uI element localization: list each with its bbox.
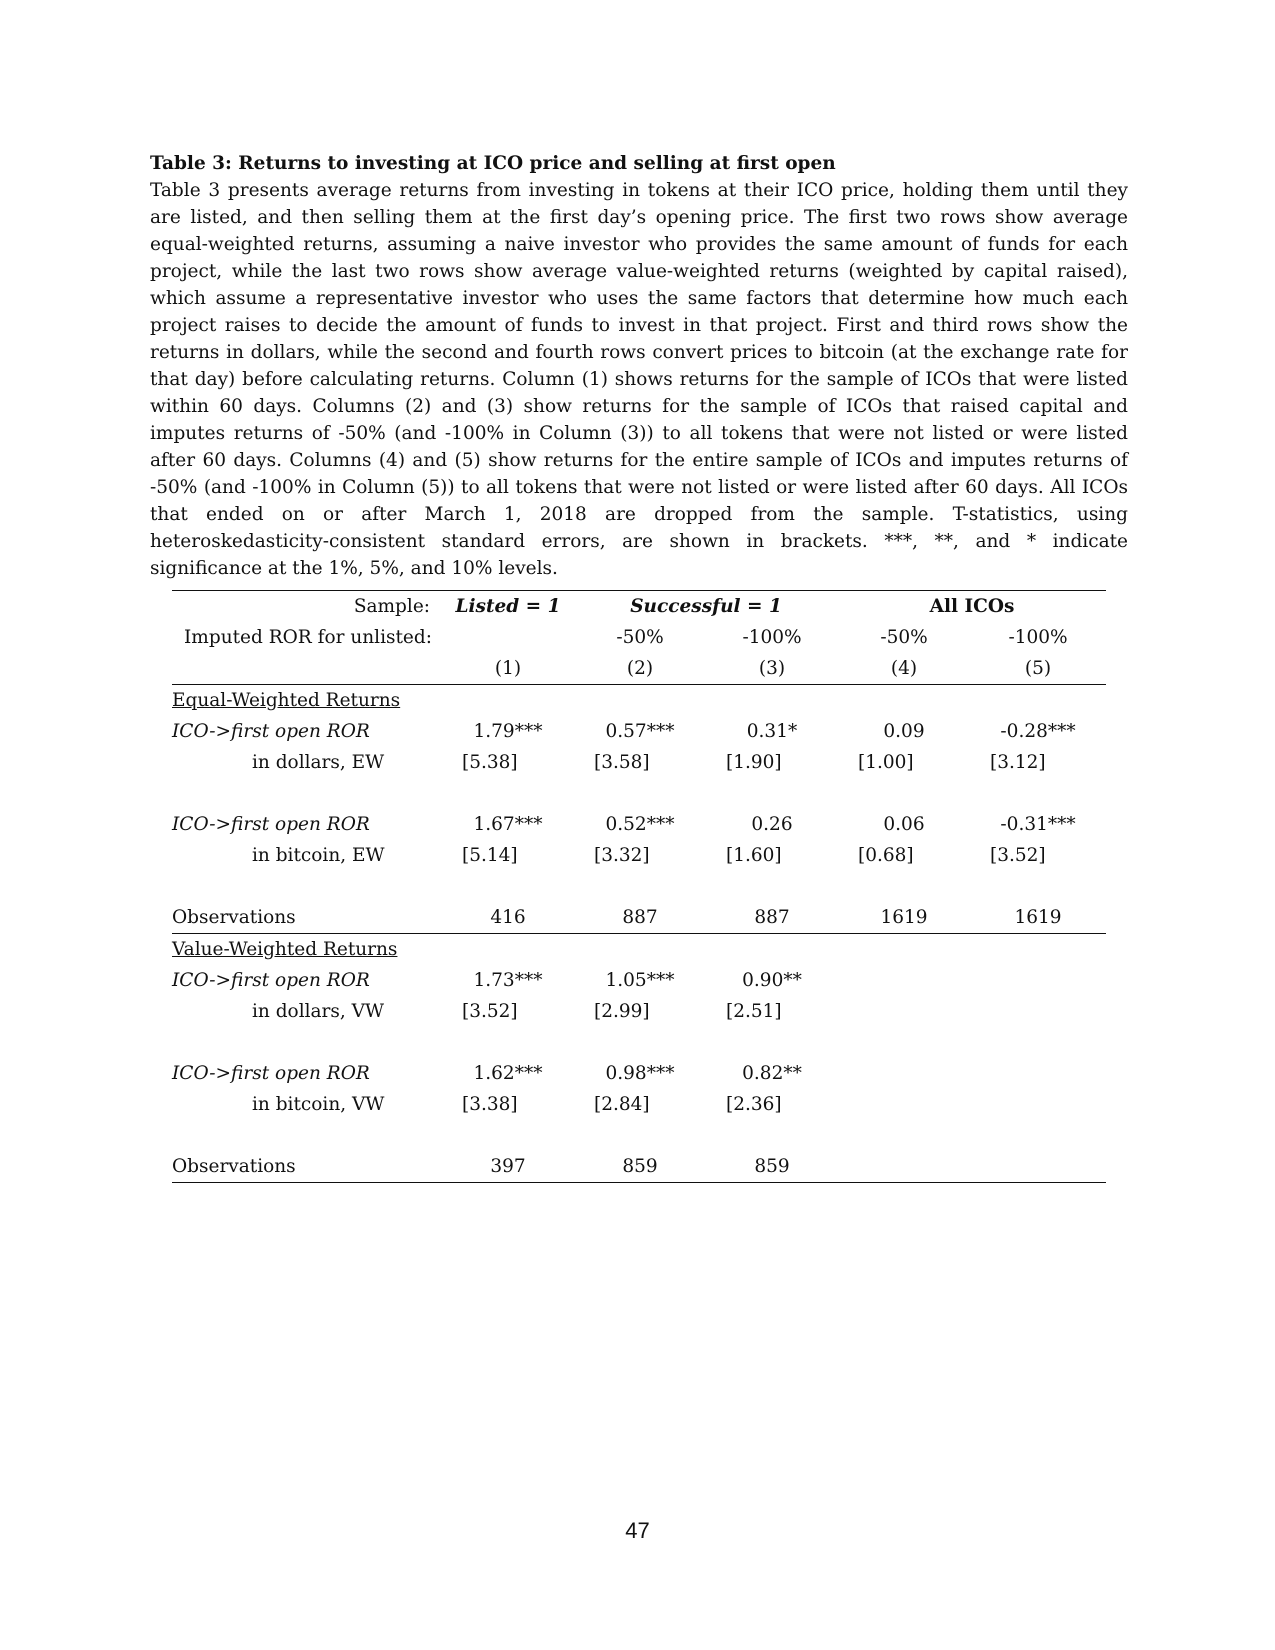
coef-cell: 0.57*** [605, 721, 675, 742]
imputed-cell: -50% [616, 627, 664, 648]
coef-cell: 0.26 [751, 814, 793, 835]
tstat-cell: [1.90] [726, 752, 782, 773]
tstat-cell: [5.38] [462, 752, 518, 773]
coef-cell: 1.05*** [605, 970, 675, 991]
sample-label: Sample: [172, 591, 442, 623]
coef-cell: -0.31*** [1000, 814, 1076, 835]
column-number: (4) [838, 653, 970, 685]
coef-cell: 0.09 [883, 721, 925, 742]
table-caption [150, 150, 1128, 582]
table-row [172, 716, 1106, 747]
section-row [172, 685, 1106, 717]
tstat-cell: [2.36] [726, 1094, 782, 1115]
obs-cell: 397 [442, 1151, 574, 1183]
obs-cell: 859 [706, 1151, 838, 1183]
obs-cell: 1619 [838, 902, 970, 934]
imputed-cell: -100% [742, 627, 802, 648]
header-row-columns [172, 653, 1106, 685]
page-number: 47 [625, 1518, 650, 1543]
coef-cell: 0.82** [742, 1063, 802, 1084]
table-row [172, 809, 1106, 840]
obs-cell: 887 [706, 902, 838, 934]
coef-cell: 0.98*** [605, 1063, 675, 1084]
coef-cell: 0.52*** [605, 814, 675, 835]
caption-body: Table 3 presents average returns from investing in tokens at their ICO price, holding them until they are listed, and then selling them at the first day’s opening price. The first two rows show average equal-weighted returns, assuming a naive investor who provides the same amount of funds for each project, while the last two rows show average value-weighted returns (weighted by capital raised), which assume a representative investor who uses the same factors that determine how much each project raises to decide the amount of funds to invest in that project. First and third rows show the returns in dollars, while the second and fourth rows convert prices to bitcoin (at the exchange rate for that day) before calculating returns. Column (1) shows returns for the sample of ICOs that were listed within 60 days. Columns (2) and (3) show returns for the sample of ICOs that raised capital and imputes returns of -50% (and -100% in Column (3)) to all tokens that were not listed or were listed after 60 days. Columns (4) and (5) show returns for the entire sample of ICOs and imputes returns of -50% (and -100% in Column (5)) to all tokens that were not listed or were listed after 60 days. All ICOs that ended on or after March 1, 2018 are dropped from the sample. T-statistics, using heteroskedasticity-consistent standard errors, are shown in brackets. ***, **, and * indicate significance at the 1%, 5%, and 10% levels. [150, 180, 1128, 579]
coef-cell: 0.90** [742, 970, 802, 991]
coef-cell: 1.73*** [473, 970, 543, 991]
table-row [172, 840, 1106, 871]
imputed-cell: -100% [1008, 627, 1068, 648]
header-row-imputed [172, 622, 1106, 653]
tstat-cell: [5.14] [462, 845, 518, 866]
tstat-cell: [0.68] [858, 845, 914, 866]
observations-label: Observations [172, 1151, 442, 1183]
coef-cell: 1.79*** [473, 721, 543, 742]
column-number: (2) [574, 653, 706, 685]
section-title-ew: Equal-Weighted Returns [172, 690, 401, 711]
listed-header: Listed = 1 [442, 591, 574, 623]
observations-row [172, 902, 1106, 934]
caption-title: Table 3: Returns to investing at ICO price and selling at first open [150, 153, 836, 174]
row-label: ICO->first open ROR [172, 1063, 370, 1084]
tstat-cell: [1.00] [858, 752, 914, 773]
table-row [172, 747, 1106, 778]
table-row [172, 965, 1106, 996]
tstat-cell: [1.60] [726, 845, 782, 866]
coef-cell: 1.67*** [473, 814, 543, 835]
imputed-cell: -50% [880, 627, 928, 648]
header-row-sample [172, 591, 1106, 623]
table-row [172, 1058, 1106, 1089]
tstat-cell: [3.52] [462, 1001, 518, 1022]
tstat-cell: [3.58] [594, 752, 650, 773]
row-sublabel: in bitcoin, EW [252, 845, 385, 866]
observations-label: Observations [172, 902, 442, 934]
tstat-cell: [3.32] [594, 845, 650, 866]
obs-cell: 416 [442, 902, 574, 934]
column-number: (1) [442, 653, 574, 685]
tstat-cell: [2.99] [594, 1001, 650, 1022]
tstat-cell: [2.84] [594, 1094, 650, 1115]
table-row [172, 1089, 1106, 1120]
observations-row [172, 1151, 1106, 1183]
section-row [172, 934, 1106, 966]
obs-cell: 859 [574, 1151, 706, 1183]
tstat-cell: [3.52] [990, 845, 1046, 866]
column-number: (5) [970, 653, 1106, 685]
row-label: ICO->first open ROR [172, 814, 370, 835]
coef-cell: 1.62*** [473, 1063, 543, 1084]
imputed-label: Imputed ROR for unlisted: [184, 627, 432, 648]
row-label: ICO->first open ROR [172, 970, 370, 991]
obs-cell: 887 [574, 902, 706, 934]
row-label: ICO->first open ROR [172, 721, 370, 742]
coef-cell: 0.31* [746, 721, 798, 742]
results-table [172, 590, 1106, 1183]
tstat-cell: [3.38] [462, 1094, 518, 1115]
successful-header: Successful = 1 [574, 591, 838, 623]
all-icos-header: All ICOs [838, 591, 1106, 623]
column-number: (3) [706, 653, 838, 685]
coef-cell: 0.06 [883, 814, 925, 835]
table-row [172, 996, 1106, 1027]
row-sublabel: in bitcoin, VW [252, 1094, 385, 1115]
tstat-cell: [3.12] [990, 752, 1046, 773]
row-sublabel: in dollars, VW [252, 1001, 385, 1022]
imputed-cell [442, 622, 574, 653]
coef-cell: -0.28*** [1000, 721, 1076, 742]
obs-cell: 1619 [970, 902, 1106, 934]
row-sublabel: in dollars, EW [252, 752, 385, 773]
tstat-cell: [2.51] [726, 1001, 782, 1022]
section-title-vw: Value-Weighted Returns [172, 939, 398, 960]
